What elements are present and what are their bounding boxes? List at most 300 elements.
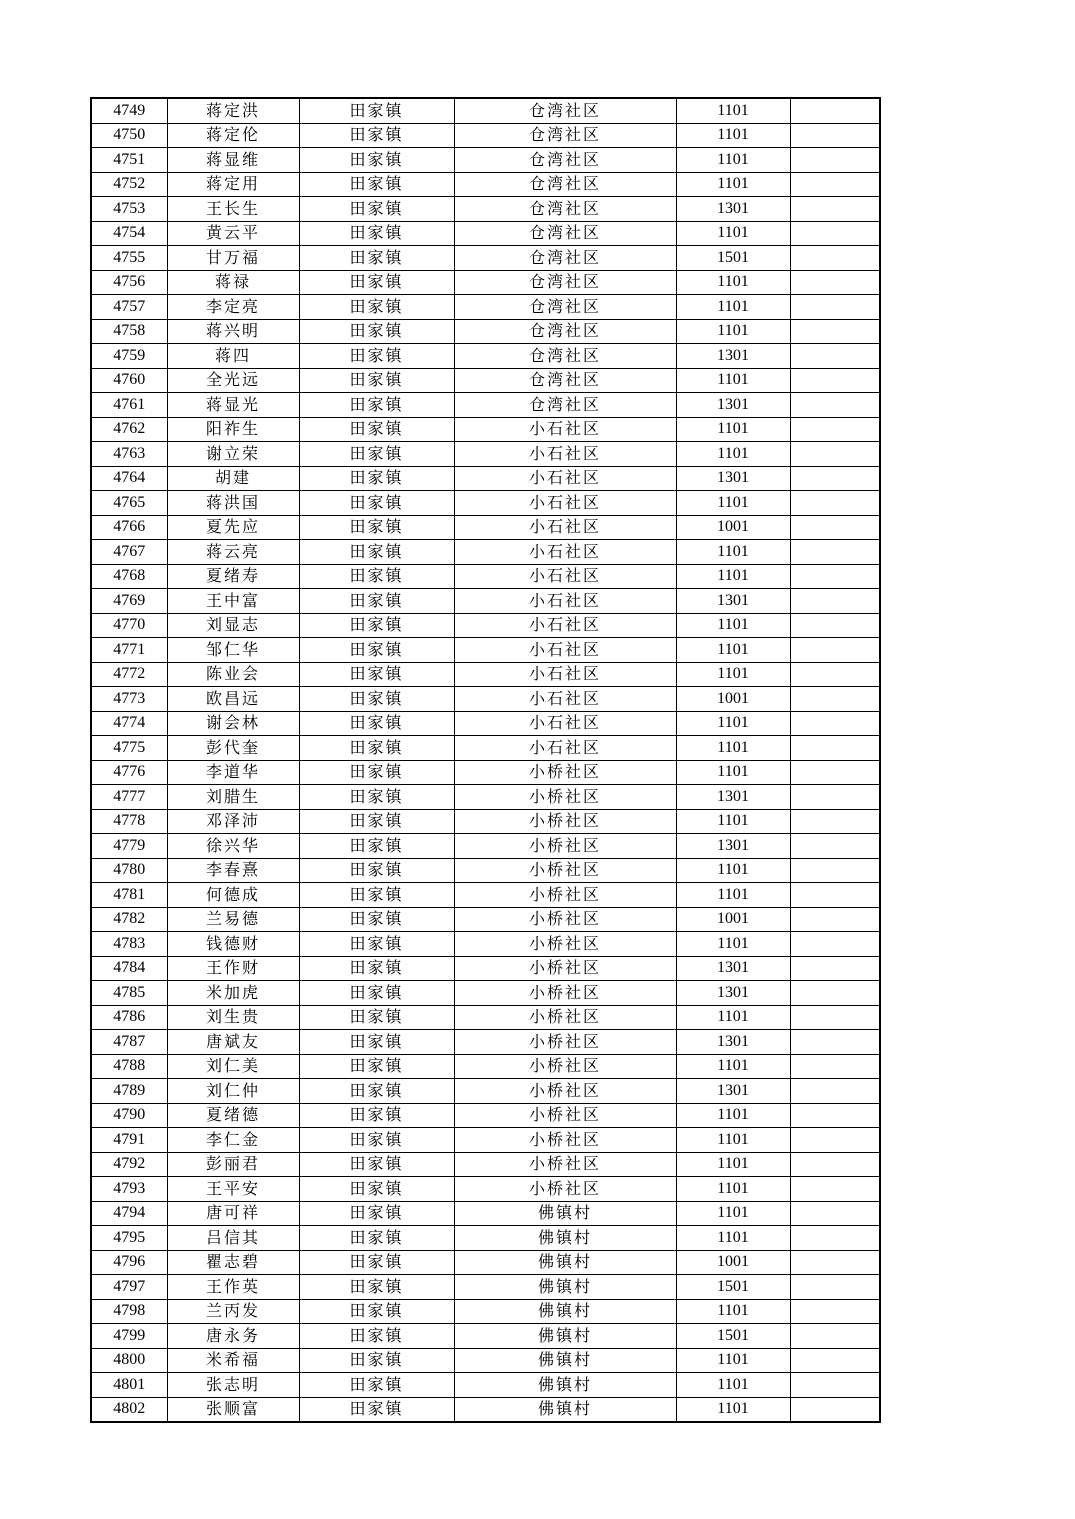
- village-cell: 小石社区: [454, 711, 676, 736]
- town-cell: 田家镇: [299, 907, 454, 932]
- note-cell: [790, 442, 880, 467]
- town-cell: 田家镇: [299, 295, 454, 320]
- table-row: [91, 1250, 880, 1275]
- table-row: [91, 613, 880, 638]
- person-name-cell: 刘腊生: [167, 785, 299, 810]
- note-cell: [790, 760, 880, 785]
- town-cell: 田家镇: [299, 736, 454, 761]
- person-name-cell: 李春熹: [167, 858, 299, 883]
- table-row: [91, 1201, 880, 1226]
- note-cell: [790, 393, 880, 418]
- row-number-cell: 4790: [91, 1103, 167, 1128]
- table-row: [91, 1324, 880, 1349]
- town-cell: 田家镇: [299, 417, 454, 442]
- person-name-cell: 刘生贵: [167, 1005, 299, 1030]
- village-cell: 小石社区: [454, 515, 676, 540]
- table-row: [91, 834, 880, 859]
- row-number-cell: 4749: [91, 98, 167, 123]
- person-name-cell: 彭丽君: [167, 1152, 299, 1177]
- code-cell: 1101: [676, 1128, 790, 1153]
- person-name-cell: 张顺富: [167, 1397, 299, 1422]
- roster-table-body: [91, 98, 880, 1422]
- town-cell: 田家镇: [299, 1005, 454, 1030]
- row-number-cell: 4777: [91, 785, 167, 810]
- village-cell: 佛镇村: [454, 1226, 676, 1251]
- town-cell: 田家镇: [299, 711, 454, 736]
- code-cell: 1101: [676, 858, 790, 883]
- roster-table: [90, 97, 881, 1423]
- village-cell: 小石社区: [454, 564, 676, 589]
- row-number-cell: 4759: [91, 344, 167, 369]
- code-cell: 1101: [676, 1177, 790, 1202]
- town-cell: 田家镇: [299, 956, 454, 981]
- town-cell: 田家镇: [299, 148, 454, 173]
- note-cell: [790, 368, 880, 393]
- table-row: [91, 662, 880, 687]
- code-cell: 1101: [676, 368, 790, 393]
- row-number-cell: 4770: [91, 613, 167, 638]
- code-cell: 1101: [676, 1054, 790, 1079]
- village-cell: 仓湾社区: [454, 246, 676, 271]
- table-row: [91, 466, 880, 491]
- note-cell: [790, 197, 880, 222]
- town-cell: 田家镇: [299, 172, 454, 197]
- code-cell: 1301: [676, 393, 790, 418]
- code-cell: 1301: [676, 1079, 790, 1104]
- village-cell: 仓湾社区: [454, 344, 676, 369]
- village-cell: 小桥社区: [454, 956, 676, 981]
- village-cell: 仓湾社区: [454, 172, 676, 197]
- code-cell: 1101: [676, 1397, 790, 1422]
- table-row: [91, 344, 880, 369]
- row-number-cell: 4778: [91, 809, 167, 834]
- note-cell: [790, 834, 880, 859]
- note-cell: [790, 1201, 880, 1226]
- town-cell: 田家镇: [299, 834, 454, 859]
- row-number-cell: 4753: [91, 197, 167, 222]
- person-name-cell: 蒋定洪: [167, 98, 299, 123]
- village-cell: 小桥社区: [454, 1103, 676, 1128]
- code-cell: 1101: [676, 1226, 790, 1251]
- village-cell: 佛镇村: [454, 1348, 676, 1373]
- village-cell: 小桥社区: [454, 1177, 676, 1202]
- table-row: [91, 417, 880, 442]
- town-cell: 田家镇: [299, 1079, 454, 1104]
- person-name-cell: 钱德财: [167, 932, 299, 957]
- row-number-cell: 4760: [91, 368, 167, 393]
- village-cell: 小桥社区: [454, 858, 676, 883]
- row-number-cell: 4774: [91, 711, 167, 736]
- person-name-cell: 兰易德: [167, 907, 299, 932]
- town-cell: 田家镇: [299, 1054, 454, 1079]
- town-cell: 田家镇: [299, 442, 454, 467]
- row-number-cell: 4757: [91, 295, 167, 320]
- note-cell: [790, 711, 880, 736]
- person-name-cell: 王中富: [167, 589, 299, 614]
- village-cell: 小桥社区: [454, 907, 676, 932]
- person-name-cell: 李仁金: [167, 1128, 299, 1153]
- table-row: [91, 1397, 880, 1422]
- row-number-cell: 4761: [91, 393, 167, 418]
- code-cell: 1101: [676, 736, 790, 761]
- town-cell: 田家镇: [299, 491, 454, 516]
- note-cell: [790, 515, 880, 540]
- table-row: [91, 123, 880, 148]
- village-cell: 小桥社区: [454, 1079, 676, 1104]
- town-cell: 田家镇: [299, 1103, 454, 1128]
- village-cell: 仓湾社区: [454, 98, 676, 123]
- code-cell: 1101: [676, 270, 790, 295]
- town-cell: 田家镇: [299, 270, 454, 295]
- code-cell: 1301: [676, 1030, 790, 1055]
- row-number-cell: 4751: [91, 148, 167, 173]
- town-cell: 田家镇: [299, 515, 454, 540]
- table-row: [91, 393, 880, 418]
- note-cell: [790, 662, 880, 687]
- code-cell: 1101: [676, 883, 790, 908]
- code-cell: 1101: [676, 295, 790, 320]
- person-name-cell: 蒋洪国: [167, 491, 299, 516]
- row-number-cell: 4779: [91, 834, 167, 859]
- note-cell: [790, 1226, 880, 1251]
- person-name-cell: 张志明: [167, 1373, 299, 1398]
- note-cell: [790, 1397, 880, 1422]
- table-row: [91, 148, 880, 173]
- table-row: [91, 809, 880, 834]
- row-number-cell: 4769: [91, 589, 167, 614]
- town-cell: 田家镇: [299, 1324, 454, 1349]
- row-number-cell: 4787: [91, 1030, 167, 1055]
- person-name-cell: 胡建: [167, 466, 299, 491]
- row-number-cell: 4775: [91, 736, 167, 761]
- table-row: [91, 736, 880, 761]
- town-cell: 田家镇: [299, 613, 454, 638]
- person-name-cell: 唐可祥: [167, 1201, 299, 1226]
- village-cell: 仓湾社区: [454, 270, 676, 295]
- table-row: [91, 687, 880, 712]
- person-name-cell: 蒋显光: [167, 393, 299, 418]
- village-cell: 佛镇村: [454, 1373, 676, 1398]
- note-cell: [790, 466, 880, 491]
- code-cell: 1101: [676, 711, 790, 736]
- town-cell: 田家镇: [299, 858, 454, 883]
- table-row: [91, 956, 880, 981]
- table-row: [91, 711, 880, 736]
- code-cell: 1501: [676, 1275, 790, 1300]
- note-cell: [790, 295, 880, 320]
- person-name-cell: 全光远: [167, 368, 299, 393]
- table-row: [91, 1005, 880, 1030]
- note-cell: [790, 540, 880, 565]
- row-number-cell: 4791: [91, 1128, 167, 1153]
- village-cell: 小石社区: [454, 466, 676, 491]
- table-row: [91, 907, 880, 932]
- town-cell: 田家镇: [299, 344, 454, 369]
- code-cell: 1101: [676, 1103, 790, 1128]
- code-cell: 1301: [676, 834, 790, 859]
- table-row: [91, 172, 880, 197]
- row-number-cell: 4772: [91, 662, 167, 687]
- village-cell: 小桥社区: [454, 1005, 676, 1030]
- person-name-cell: 欧昌远: [167, 687, 299, 712]
- code-cell: 1101: [676, 319, 790, 344]
- note-cell: [790, 809, 880, 834]
- village-cell: 小桥社区: [454, 1054, 676, 1079]
- person-name-cell: 陈业会: [167, 662, 299, 687]
- code-cell: 1101: [676, 1005, 790, 1030]
- row-number-cell: 4781: [91, 883, 167, 908]
- town-cell: 田家镇: [299, 1250, 454, 1275]
- code-cell: 1301: [676, 197, 790, 222]
- code-cell: 1301: [676, 956, 790, 981]
- town-cell: 田家镇: [299, 785, 454, 810]
- note-cell: [790, 1177, 880, 1202]
- village-cell: 小石社区: [454, 613, 676, 638]
- person-name-cell: 邹仁华: [167, 638, 299, 663]
- table-row: [91, 442, 880, 467]
- table-row: [91, 540, 880, 565]
- person-name-cell: 唐斌友: [167, 1030, 299, 1055]
- village-cell: 小桥社区: [454, 809, 676, 834]
- town-cell: 田家镇: [299, 662, 454, 687]
- town-cell: 田家镇: [299, 540, 454, 565]
- table-row: [91, 221, 880, 246]
- code-cell: 1101: [676, 1373, 790, 1398]
- row-number-cell: 4776: [91, 760, 167, 785]
- town-cell: 田家镇: [299, 1226, 454, 1251]
- code-cell: 1101: [676, 613, 790, 638]
- person-name-cell: 王作财: [167, 956, 299, 981]
- code-cell: 1101: [676, 221, 790, 246]
- person-name-cell: 刘仁美: [167, 1054, 299, 1079]
- person-name-cell: 蒋定用: [167, 172, 299, 197]
- table-row: [91, 319, 880, 344]
- code-cell: 1101: [676, 638, 790, 663]
- person-name-cell: 吕信其: [167, 1226, 299, 1251]
- town-cell: 田家镇: [299, 687, 454, 712]
- row-number-cell: 4782: [91, 907, 167, 932]
- town-cell: 田家镇: [299, 197, 454, 222]
- note-cell: [790, 319, 880, 344]
- person-name-cell: 刘仁仲: [167, 1079, 299, 1104]
- code-cell: 1001: [676, 907, 790, 932]
- table-row: [91, 1054, 880, 1079]
- person-name-cell: 甘万福: [167, 246, 299, 271]
- town-cell: 田家镇: [299, 638, 454, 663]
- town-cell: 田家镇: [299, 98, 454, 123]
- note-cell: [790, 1103, 880, 1128]
- table-row: [91, 368, 880, 393]
- person-name-cell: 王平安: [167, 1177, 299, 1202]
- row-number-cell: 4783: [91, 932, 167, 957]
- village-cell: 仓湾社区: [454, 295, 676, 320]
- person-name-cell: 兰丙发: [167, 1299, 299, 1324]
- table-row: [91, 589, 880, 614]
- town-cell: 田家镇: [299, 932, 454, 957]
- person-name-cell: 唐永务: [167, 1324, 299, 1349]
- town-cell: 田家镇: [299, 981, 454, 1006]
- note-cell: [790, 907, 880, 932]
- person-name-cell: 蒋禄: [167, 270, 299, 295]
- note-cell: [790, 344, 880, 369]
- village-cell: 仓湾社区: [454, 197, 676, 222]
- table-row: [91, 1030, 880, 1055]
- row-number-cell: 4762: [91, 417, 167, 442]
- table-row: [91, 491, 880, 516]
- note-cell: [790, 123, 880, 148]
- table-row: [91, 1128, 880, 1153]
- table-row: [91, 1079, 880, 1104]
- note-cell: [790, 1079, 880, 1104]
- row-number-cell: 4763: [91, 442, 167, 467]
- town-cell: 田家镇: [299, 760, 454, 785]
- table-row: [91, 564, 880, 589]
- town-cell: 田家镇: [299, 1152, 454, 1177]
- table-row: [91, 270, 880, 295]
- row-number-cell: 4780: [91, 858, 167, 883]
- table-row: [91, 1226, 880, 1251]
- code-cell: 1101: [676, 1348, 790, 1373]
- row-number-cell: 4773: [91, 687, 167, 712]
- table-row: [91, 883, 880, 908]
- person-name-cell: 刘显志: [167, 613, 299, 638]
- note-cell: [790, 172, 880, 197]
- row-number-cell: 4758: [91, 319, 167, 344]
- note-cell: [790, 1054, 880, 1079]
- row-number-cell: 4768: [91, 564, 167, 589]
- village-cell: 小桥社区: [454, 785, 676, 810]
- table-row: [91, 785, 880, 810]
- town-cell: 田家镇: [299, 1373, 454, 1398]
- village-cell: 佛镇村: [454, 1299, 676, 1324]
- code-cell: 1101: [676, 442, 790, 467]
- code-cell: 1101: [676, 932, 790, 957]
- row-number-cell: 4792: [91, 1152, 167, 1177]
- table-row: [91, 1152, 880, 1177]
- note-cell: [790, 1324, 880, 1349]
- village-cell: 小桥社区: [454, 932, 676, 957]
- town-cell: 田家镇: [299, 221, 454, 246]
- note-cell: [790, 98, 880, 123]
- code-cell: 1501: [676, 1324, 790, 1349]
- table-row: [91, 1275, 880, 1300]
- table-row: [91, 1299, 880, 1324]
- town-cell: 田家镇: [299, 1030, 454, 1055]
- person-name-cell: 米希福: [167, 1348, 299, 1373]
- table-row: [91, 932, 880, 957]
- code-cell: 1101: [676, 662, 790, 687]
- person-name-cell: 黄云平: [167, 221, 299, 246]
- town-cell: 田家镇: [299, 368, 454, 393]
- town-cell: 田家镇: [299, 466, 454, 491]
- town-cell: 田家镇: [299, 319, 454, 344]
- code-cell: 1101: [676, 540, 790, 565]
- row-number-cell: 4795: [91, 1226, 167, 1251]
- note-cell: [790, 687, 880, 712]
- note-cell: [790, 564, 880, 589]
- code-cell: 1301: [676, 344, 790, 369]
- code-cell: 1101: [676, 760, 790, 785]
- code-cell: 1301: [676, 785, 790, 810]
- person-name-cell: 王长生: [167, 197, 299, 222]
- village-cell: 小石社区: [454, 491, 676, 516]
- person-name-cell: 王作英: [167, 1275, 299, 1300]
- town-cell: 田家镇: [299, 1397, 454, 1422]
- note-cell: [790, 221, 880, 246]
- town-cell: 田家镇: [299, 1201, 454, 1226]
- town-cell: 田家镇: [299, 809, 454, 834]
- village-cell: 小桥社区: [454, 834, 676, 859]
- village-cell: 小桥社区: [454, 1128, 676, 1153]
- row-number-cell: 4798: [91, 1299, 167, 1324]
- note-cell: [790, 858, 880, 883]
- town-cell: 田家镇: [299, 1299, 454, 1324]
- note-cell: [790, 491, 880, 516]
- town-cell: 田家镇: [299, 564, 454, 589]
- code-cell: 1101: [676, 1299, 790, 1324]
- person-name-cell: 谢立荣: [167, 442, 299, 467]
- person-name-cell: 李道华: [167, 760, 299, 785]
- town-cell: 田家镇: [299, 246, 454, 271]
- person-name-cell: 夏绪德: [167, 1103, 299, 1128]
- person-name-cell: 瞿志碧: [167, 1250, 299, 1275]
- note-cell: [790, 1030, 880, 1055]
- person-name-cell: 彭代奎: [167, 736, 299, 761]
- town-cell: 田家镇: [299, 1275, 454, 1300]
- row-number-cell: 4754: [91, 221, 167, 246]
- code-cell: 1101: [676, 148, 790, 173]
- code-cell: 1101: [676, 1152, 790, 1177]
- person-name-cell: 邓泽沛: [167, 809, 299, 834]
- note-cell: [790, 883, 880, 908]
- village-cell: 佛镇村: [454, 1324, 676, 1349]
- village-cell: 佛镇村: [454, 1250, 676, 1275]
- note-cell: [790, 1005, 880, 1030]
- row-number-cell: 4752: [91, 172, 167, 197]
- table-row: [91, 1103, 880, 1128]
- row-number-cell: 4789: [91, 1079, 167, 1104]
- table-row: [91, 295, 880, 320]
- person-name-cell: 阳祚生: [167, 417, 299, 442]
- village-cell: 仓湾社区: [454, 368, 676, 393]
- note-cell: [790, 270, 880, 295]
- town-cell: 田家镇: [299, 1177, 454, 1202]
- town-cell: 田家镇: [299, 1128, 454, 1153]
- code-cell: 1001: [676, 687, 790, 712]
- row-number-cell: 4793: [91, 1177, 167, 1202]
- row-number-cell: 4796: [91, 1250, 167, 1275]
- code-cell: 1101: [676, 417, 790, 442]
- village-cell: 小石社区: [454, 442, 676, 467]
- row-number-cell: 4756: [91, 270, 167, 295]
- village-cell: 小石社区: [454, 417, 676, 442]
- row-number-cell: 4767: [91, 540, 167, 565]
- code-cell: 1301: [676, 589, 790, 614]
- note-cell: [790, 785, 880, 810]
- code-cell: 1101: [676, 491, 790, 516]
- person-name-cell: 蒋云亮: [167, 540, 299, 565]
- code-cell: 1101: [676, 123, 790, 148]
- row-number-cell: 4786: [91, 1005, 167, 1030]
- village-cell: 小石社区: [454, 662, 676, 687]
- note-cell: [790, 246, 880, 271]
- village-cell: 小石社区: [454, 736, 676, 761]
- person-name-cell: 蒋显维: [167, 148, 299, 173]
- person-name-cell: 米加虎: [167, 981, 299, 1006]
- person-name-cell: 夏先应: [167, 515, 299, 540]
- code-cell: 1001: [676, 1250, 790, 1275]
- village-cell: 小桥社区: [454, 883, 676, 908]
